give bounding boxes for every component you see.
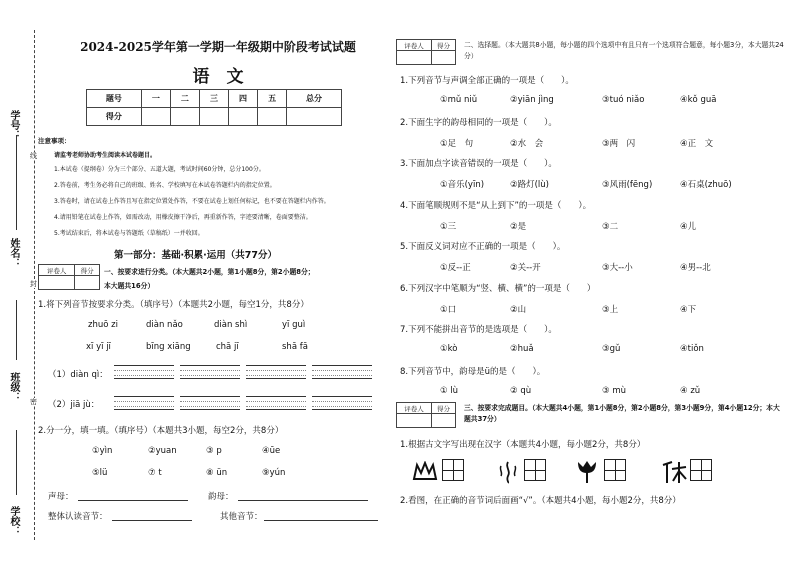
section2-option[interactable]: ②yiān jìng: [510, 95, 554, 105]
section2-option[interactable]: ④石桌(zhuō): [680, 180, 732, 190]
syllable: diàn nǎo: [146, 320, 183, 330]
syllable: bīng xiāng: [146, 342, 191, 352]
ancient-char-3-icon: [574, 459, 600, 485]
notes-item: 5.考试结束后，将本试卷与答题纸（草稿纸）一并收回。: [54, 230, 204, 237]
section2-option[interactable]: ③tuó niǎo: [602, 95, 645, 105]
score-header: 总分: [287, 90, 342, 108]
section2-option[interactable]: ④儿: [680, 221, 697, 232]
score-cell[interactable]: [170, 108, 199, 126]
item: ③ p: [206, 446, 222, 456]
yunmu-label: 韵母：: [208, 492, 234, 502]
tianzige-grid[interactable]: [442, 459, 464, 481]
judge-label: 得分: [432, 40, 456, 51]
shengmu-label: 声母：: [48, 492, 74, 502]
write-box[interactable]: [312, 396, 372, 410]
score-cell[interactable]: [199, 108, 228, 126]
syllable: diàn shì: [214, 320, 248, 330]
judge-table-2: [396, 39, 456, 65]
zhengti-label: 整体认读音节：: [48, 512, 108, 522]
section2-option[interactable]: ④kǒ guā: [680, 95, 717, 105]
section2-option[interactable]: ③两 闪: [602, 138, 636, 149]
yunmu-answer-line[interactable]: [238, 500, 368, 501]
judge-label: 得分: [432, 403, 456, 414]
section2-option[interactable]: ②路灯(lù): [510, 180, 550, 190]
qita-label: 其他音节：: [220, 512, 263, 522]
section2-option[interactable]: ①口: [440, 304, 457, 315]
name-label: 姓名：: [8, 238, 19, 268]
section2-question: 2.下面生字的韵母相同的一项是（ ）。: [400, 117, 557, 128]
write-box[interactable]: [114, 365, 174, 379]
notes-item: 2.答卷前，考生务必将自己的班级、姓名、学校填写在本试卷答题栏内的指定位置。: [54, 182, 276, 189]
section2-option[interactable]: ③gǔ: [602, 344, 621, 354]
section2-option[interactable]: ②是: [510, 221, 527, 232]
notes-item: 4.请用铅笔在试卷上作答，如需改动，用橡皮擦干净后，再重新作答，字迹要清晰，卷面要整洁。: [54, 214, 312, 221]
syllable: zhuō zi: [88, 320, 118, 330]
section2-option[interactable]: ②关--开: [510, 263, 541, 273]
section2-option[interactable]: ③大--小: [602, 263, 633, 273]
ancient-char-2-icon: [496, 460, 520, 484]
section2-option[interactable]: ①足 句: [440, 138, 474, 149]
section2-option[interactable]: ③二: [602, 221, 619, 232]
sub1-label: （1）diàn qì：: [48, 370, 108, 380]
s3-q2-text: 2.看图，在正确的音节词后面画“√”。（本题共4小题，每小题2分，共8分）: [400, 496, 681, 506]
item: ⑤lü: [92, 468, 108, 478]
section2-option[interactable]: ②山: [510, 304, 527, 315]
tianzige-grid[interactable]: [604, 459, 626, 481]
ancient-char-4-icon: [660, 459, 688, 485]
section2-option[interactable]: ②huǎ: [510, 344, 534, 354]
score-cell[interactable]: [141, 108, 170, 126]
judge-label: 评卷人: [397, 40, 432, 51]
section2-option[interactable]: ①kò: [440, 344, 458, 354]
item: ④ūe: [262, 446, 281, 456]
section2-option[interactable]: ③上: [602, 304, 619, 315]
score-table: [86, 89, 342, 126]
judge-cell[interactable]: [39, 276, 75, 290]
section3-title: 三、按要求完成题目。（本大题共4小题，第1小题8分，第2小题8分，第3小题9分，第4小题12分；本大题共37分）: [464, 404, 780, 423]
zhengti-answer-line[interactable]: [112, 520, 192, 521]
item: ①yìn: [92, 446, 113, 456]
section2-option[interactable]: ④正 文: [680, 138, 714, 149]
school-label: 学校：: [8, 506, 19, 536]
section2-question: 3.下面加点字读音错误的一项是（ ）。: [400, 159, 557, 169]
score-row-label: 得分: [87, 108, 142, 126]
score-header: 四: [229, 90, 258, 108]
section2-question: 8.下列音节中，韵母是ü的是（ ）。: [400, 366, 546, 377]
item: ⑨yún: [262, 468, 286, 478]
student-no-label: 学号：: [8, 110, 19, 140]
subject-title: 语 文: [192, 67, 244, 87]
judge-cell[interactable]: [75, 276, 100, 290]
class-label: 班级：: [8, 372, 19, 402]
class-line: [16, 300, 17, 360]
score-cell[interactable]: [229, 108, 258, 126]
write-box[interactable]: [312, 365, 372, 379]
section2-question: 1.下列音节与声调全部正确的一项是（ ）。: [400, 76, 574, 86]
judge-cell[interactable]: [432, 51, 456, 65]
judge-label: 得分: [75, 265, 100, 276]
write-box[interactable]: [246, 365, 306, 379]
section2-question: 6.下列汉字中笔顺为“竖、横、横”的一项是（ ）: [400, 283, 596, 294]
exam-title: 2024-2025学年第一学期一年级期中阶段考试试题: [80, 40, 356, 54]
binding-char-xian: 线: [30, 152, 37, 160]
section2-option[interactable]: ③风雨(fēng): [602, 180, 653, 190]
binding-char-mi: 密: [30, 398, 37, 406]
item: ⑦ t: [148, 468, 162, 478]
notes-item: 1.本试卷（提纲卷）分为三个部分、五道大题，考试时间60分钟，总分100分。: [54, 166, 265, 173]
binding-char-feng: 封: [30, 280, 37, 288]
write-box[interactable]: [180, 396, 240, 410]
section1-title-cont: 本大题共16分）: [104, 282, 155, 290]
write-box[interactable]: [114, 396, 174, 410]
judge-label: 评卷人: [397, 403, 432, 414]
judge-table-1: [38, 264, 100, 290]
school-line: [16, 430, 17, 495]
sub2-label: （2）jiā jù：: [48, 400, 100, 410]
section2-option[interactable]: ①mǔ niǔ: [440, 95, 478, 105]
section2-option[interactable]: ④ zǔ: [680, 385, 701, 396]
part1-title: 第一部分：基础·积累·运用（共77分）: [114, 250, 277, 261]
syllable: shā fā: [282, 342, 308, 352]
name-line: [16, 170, 17, 230]
section2-option[interactable]: ①反--正: [440, 263, 471, 273]
score-header: 题号: [87, 90, 142, 108]
section2-option[interactable]: ④男--北: [680, 263, 711, 273]
section2-question: 5.下面反义词对应不正确的一项是（ ）。: [400, 242, 566, 252]
section2-option[interactable]: ④tiǒn: [680, 344, 704, 354]
score-header: 三: [199, 90, 228, 108]
judge-label: 评卷人: [39, 265, 75, 276]
judge-cell[interactable]: [397, 51, 432, 65]
shengmu-answer-line[interactable]: [78, 500, 188, 501]
section2-question: 4.下面笔顺规则不是“从上到下”的一项是（ ）。: [400, 200, 592, 211]
qita-answer-line[interactable]: [264, 520, 378, 521]
notes-item: 3.答卷时，请在试卷上作答且写在指定位置处作答，不要在试卷上划任何标记，也不要在答题栏内作答。: [54, 198, 330, 205]
section2-option[interactable]: ④下: [680, 304, 697, 315]
section2-question: 7.下列不能拼出音节的是选项是（ ）。: [400, 325, 557, 335]
tianzige-grid[interactable]: [524, 459, 546, 481]
section2-title: 二、选择题。（本大题共8小题，每小题的四个选项中有且只有一个选项符合题意，每小题3分，本大题共24分）: [464, 41, 784, 60]
item: ⑧ ün: [206, 468, 228, 478]
notes-title: 注意事项：: [38, 137, 71, 145]
syllable: yī guì: [282, 320, 306, 330]
notes-item: 请监考老师协助考生阅读本试卷题目。: [54, 152, 157, 159]
item: ②yuan: [148, 446, 177, 456]
score-header: 一: [141, 90, 170, 108]
write-box[interactable]: [180, 365, 240, 379]
section1-title: 一、按要求进行分类。（本大题共2小题，第1小题8分，第2小题8分；: [104, 268, 315, 276]
judge-cell[interactable]: [432, 414, 456, 428]
section2-option[interactable]: ②水 会: [510, 138, 544, 149]
judge-table-3: [396, 402, 456, 428]
judge-cell[interactable]: [397, 414, 432, 428]
s3-q1-text: 1.根据古文字写出现在汉字（本题共4小题，每小题2分，共8分）: [400, 440, 646, 450]
section2-option[interactable]: ② qù: [510, 385, 532, 396]
score-cell[interactable]: [287, 108, 342, 126]
section2-option[interactable]: ① lù: [440, 385, 459, 396]
q2-text: 2.分一分，填一填。（填序号）（本题共3小题，每空2分，共8分）: [38, 426, 284, 436]
section2-option[interactable]: ③ mù: [602, 385, 626, 396]
section2-option[interactable]: ①音乐(yīn): [440, 180, 485, 190]
tianzige-grid[interactable]: [690, 459, 712, 481]
score-header: 二: [170, 90, 199, 108]
ancient-char-1-icon: [412, 461, 438, 481]
q1-text: 1.将下列音节按要求分类。（填序号）（本题共2小题，每空1分，共8分）: [38, 300, 309, 310]
score-cell[interactable]: [258, 108, 287, 126]
score-header: 五: [258, 90, 287, 108]
syllable: chā jī: [216, 342, 239, 352]
write-box[interactable]: [246, 396, 306, 410]
section2-option[interactable]: ①三: [440, 221, 457, 232]
syllable: xī yī jī: [86, 342, 111, 352]
